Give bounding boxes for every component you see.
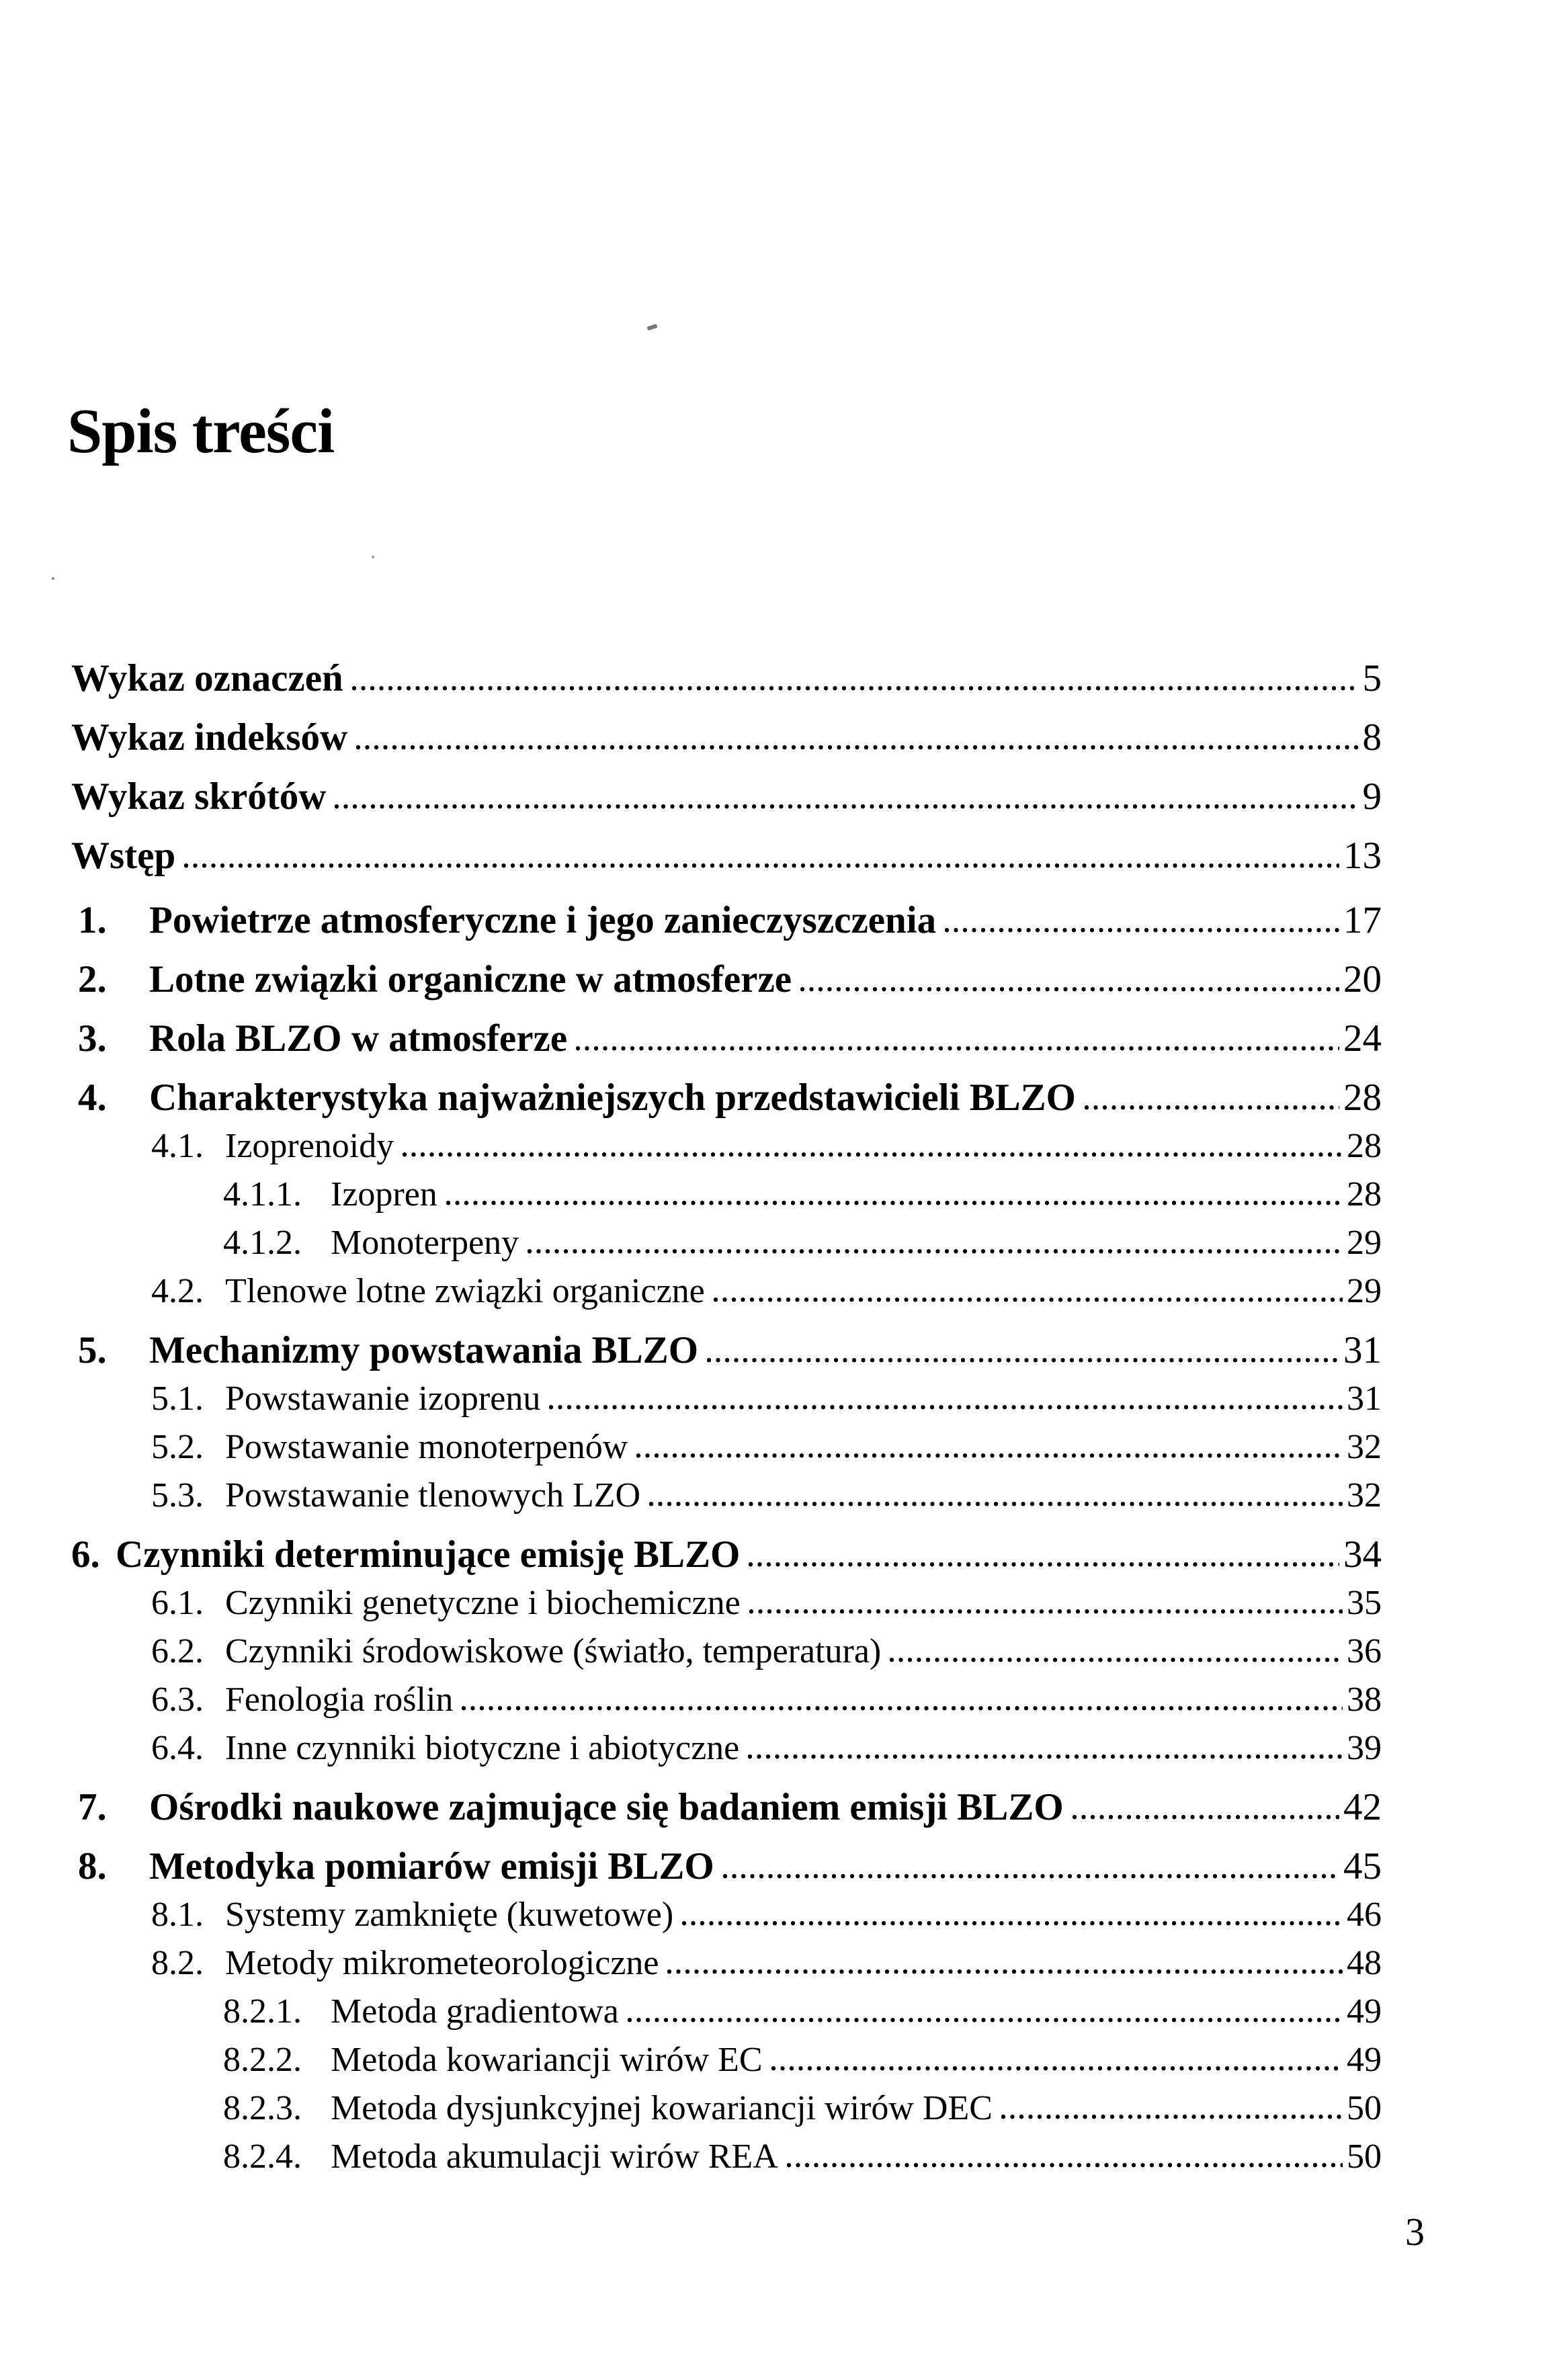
toc-entry-number: 5.3. xyxy=(151,1476,204,1515)
dot-leader xyxy=(785,2162,1343,2168)
toc-entry-page-number: 8 xyxy=(1362,716,1382,759)
dot-leader xyxy=(574,1046,1339,1051)
toc-entry-label: Wstęp xyxy=(71,835,176,877)
toc-entry-page-number: 35 xyxy=(1347,1584,1382,1622)
toc-entry-page-number: 34 xyxy=(1343,1533,1382,1576)
toc-entry xyxy=(67,1219,1382,1267)
toc-entry-number: 6.2. xyxy=(151,1632,204,1670)
dot-leader xyxy=(680,1920,1343,1926)
toc-entry-page-number: 36 xyxy=(1347,1632,1382,1670)
toc-entry-number: 5.2. xyxy=(151,1428,204,1466)
toc-entry-label: Charakterystyka najważniejszych przedstawicieli BLZO xyxy=(149,1076,1076,1119)
dot-leader xyxy=(747,1562,1339,1567)
dot-leader xyxy=(647,1501,1343,1506)
toc-entry xyxy=(67,1472,1382,1520)
dot-leader xyxy=(401,1152,1343,1157)
toc-entry-number: 6.1. xyxy=(151,1584,204,1622)
toc-entry-number: 4.1. xyxy=(151,1127,204,1165)
toc-entry-page-number: 32 xyxy=(1347,1428,1382,1466)
dot-leader xyxy=(747,1609,1343,1614)
toc-entry-page-number: 17 xyxy=(1343,899,1382,941)
toc-entry xyxy=(67,1579,1382,1627)
toc-entry-label: Metodyka pomiarów emisji BLZO xyxy=(149,1845,714,1887)
toc-entry xyxy=(67,1988,1382,2036)
toc-entry-page-number: 20 xyxy=(1343,958,1382,1001)
dot-leader xyxy=(626,2017,1343,2023)
dot-leader xyxy=(665,1969,1343,1974)
toc-entry-page-number: 31 xyxy=(1343,1329,1382,1371)
toc-entry-page-number: 28 xyxy=(1347,1175,1382,1214)
toc-entry xyxy=(67,1375,1382,1423)
toc-entry-number: 5. xyxy=(78,1329,107,1371)
toc-entry xyxy=(67,1891,1382,1939)
toc-entry xyxy=(67,1627,1382,1676)
toc-entry-page-number: 50 xyxy=(1347,2089,1382,2127)
toc-entry-label: Metoda kowariancji wirów EC xyxy=(331,2041,763,2079)
toc-entry-page-number: 29 xyxy=(1347,1272,1382,1310)
toc-entry-label: Izoprenoidy xyxy=(225,1127,394,1165)
toc-entry-page-number: 45 xyxy=(1343,1845,1382,1887)
toc-entry-number: 6.3. xyxy=(151,1681,204,1719)
toc-entry xyxy=(67,1676,1382,1724)
toc-entry-page-number: 5 xyxy=(1362,657,1382,699)
dot-leader xyxy=(182,863,1339,868)
dot-leader xyxy=(526,1248,1343,1254)
toc-entry-label: Czynniki genetyczne i biochemiczne xyxy=(225,1584,741,1622)
toc-entry-page-number: 39 xyxy=(1347,1729,1382,1767)
toc-entry-label: Czynniki determinujące emisję BLZO xyxy=(116,1533,741,1576)
toc-entry-number: 4.1.2. xyxy=(223,1224,302,1262)
toc-entry xyxy=(67,1122,1382,1171)
toc-entry-page-number: 46 xyxy=(1347,1896,1382,1934)
toc-entry-number: 8.2.2. xyxy=(223,2041,302,2079)
toc-entry-page-number: 49 xyxy=(1347,2041,1382,2079)
scan-speck xyxy=(646,324,657,331)
dot-leader xyxy=(444,1200,1343,1205)
toc-entry xyxy=(67,896,1382,945)
dot-leader xyxy=(547,1404,1343,1410)
toc-entry xyxy=(67,826,1382,886)
toc-entry xyxy=(67,2133,1382,2181)
toc-entry-page-number: 42 xyxy=(1343,1786,1382,1828)
toc-entry xyxy=(67,708,1382,767)
toc-entry xyxy=(67,649,1382,708)
toc-entry xyxy=(67,1171,1382,1219)
toc-entry-number: 4.1.1. xyxy=(223,1175,302,1214)
dot-leader xyxy=(705,1357,1339,1363)
toc-entry-label: Czynniki środowiskowe (światło, temperatura) xyxy=(225,1632,882,1670)
scan-speck xyxy=(52,577,54,580)
toc-entry-number: 1. xyxy=(78,899,107,941)
toc-entry-number: 8.1. xyxy=(151,1896,204,1934)
dot-leader xyxy=(354,745,1358,750)
toc-entry xyxy=(67,2036,1382,2084)
toc-entry-label: Metoda dysjunkcyjnej kowariancji wirów DEC xyxy=(331,2089,993,2127)
folio-page-number: 3 xyxy=(1405,2210,1425,2254)
toc-entry-label: Lotne związki organiczne w atmosferze xyxy=(149,958,792,1001)
toc-entry-label: Metody mikrometeorologiczne xyxy=(225,1944,659,1982)
toc-entry-label: Metoda gradientowa xyxy=(331,1992,619,2031)
toc-entry-label: Izopren xyxy=(331,1175,437,1214)
dot-leader xyxy=(1071,1814,1339,1820)
toc-entry-number: 4. xyxy=(78,1076,107,1119)
toc-entry-number: 4.2. xyxy=(151,1272,204,1310)
toc-entry-number: 3. xyxy=(78,1017,107,1060)
toc-entry xyxy=(67,955,1382,1004)
toc-entry-label: Wykaz indeksów xyxy=(71,716,348,759)
toc-entry-label: Powstawanie izoprenu xyxy=(225,1379,541,1418)
toc-entry xyxy=(67,1531,1382,1579)
toc-entry-label: Mechanizmy powstawania BLZO xyxy=(149,1329,699,1371)
toc-entry xyxy=(67,1939,1382,1988)
toc-entry-label: Powstawanie tlenowych LZO xyxy=(225,1476,641,1515)
toc-entry-page-number: 48 xyxy=(1347,1944,1382,1982)
toc-entry-number: 8. xyxy=(78,1845,107,1887)
toc-entry-page-number: 9 xyxy=(1362,775,1382,818)
toc-entry xyxy=(67,1326,1382,1375)
toc-entry-page-number: 24 xyxy=(1343,1017,1382,1060)
toc-entry xyxy=(67,1724,1382,1773)
toc-entry-number: 8.2. xyxy=(151,1944,204,1982)
toc-entry-label: Fenologia roślin xyxy=(225,1681,454,1719)
dot-leader xyxy=(999,2114,1343,2119)
toc-entry-label: Powietrze atmosferyczne i jego zanieczyszczenia xyxy=(149,899,937,941)
toc-entry-label: Wykaz skrótów xyxy=(71,775,327,818)
page-title: Spis treści xyxy=(67,396,335,466)
toc-entry-label: Ośrodki naukowe zajmujące się badaniem emisji BLZO xyxy=(149,1786,1064,1828)
dot-leader xyxy=(746,1754,1343,1759)
toc-entry xyxy=(67,767,1382,826)
dot-leader xyxy=(634,1453,1343,1458)
scan-speck xyxy=(372,556,374,558)
toc-entry-label: Powstawanie monoterpenów xyxy=(225,1428,628,1466)
dot-leader xyxy=(943,927,1339,933)
dot-leader xyxy=(798,986,1339,992)
dot-leader xyxy=(460,1705,1343,1711)
toc-entry xyxy=(67,1015,1382,1063)
toc-entry-number: 8.2.4. xyxy=(223,2137,302,2176)
toc-entry-number: 8.2.3. xyxy=(223,2089,302,2127)
toc-entry-number: 7. xyxy=(78,1786,107,1828)
toc-entry-number: 6.4. xyxy=(151,1729,204,1767)
toc-entry xyxy=(67,2084,1382,2133)
toc-entry xyxy=(67,1267,1382,1316)
dot-leader xyxy=(333,804,1358,809)
toc-entry-label: Inne czynniki biotyczne i abiotyczne xyxy=(225,1729,740,1767)
toc-entry-page-number: 28 xyxy=(1347,1127,1382,1165)
dot-leader xyxy=(769,2066,1343,2071)
toc-entry-number: 8.2.1. xyxy=(223,1992,302,2031)
toc-entry-number: 5.1. xyxy=(151,1379,204,1418)
toc-entry-label: Monoterpeny xyxy=(331,1224,519,1262)
dot-leader xyxy=(888,1657,1343,1662)
toc-entry-page-number: 32 xyxy=(1347,1476,1382,1515)
toc-entry-label: Rola BLZO w atmosferze xyxy=(149,1017,568,1060)
dot-leader xyxy=(712,1297,1343,1302)
toc-entry-page-number: 28 xyxy=(1343,1076,1382,1119)
toc-entry xyxy=(67,1842,1382,1891)
toc-entry-page-number: 31 xyxy=(1347,1379,1382,1418)
toc-entry-number: 2. xyxy=(78,958,107,1001)
toc-entry-number: 6. xyxy=(71,1533,100,1576)
toc-entry-label: Metoda akumulacji wirów REA xyxy=(331,2137,778,2176)
table-of-contents xyxy=(67,649,1382,2181)
toc-entry-page-number: 29 xyxy=(1347,1224,1382,1262)
toc-entry-page-number: 49 xyxy=(1347,1992,1382,2031)
toc-entry-label: Wykaz oznaczeń xyxy=(71,657,343,699)
toc-entry xyxy=(67,1783,1382,1832)
dot-leader xyxy=(1083,1105,1339,1110)
toc-entry xyxy=(67,1074,1382,1122)
toc-entry-page-number: 13 xyxy=(1343,835,1382,877)
toc-entry-label: Tlenowe lotne związki organiczne xyxy=(225,1272,705,1310)
dot-leader xyxy=(721,1873,1339,1879)
toc-entry-page-number: 38 xyxy=(1347,1681,1382,1719)
toc-entry-label: Systemy zamknięte (kuwetowe) xyxy=(225,1896,674,1934)
toc-entry-page-number: 50 xyxy=(1347,2137,1382,2176)
toc-entry xyxy=(67,1423,1382,1472)
dot-leader xyxy=(350,685,1359,691)
